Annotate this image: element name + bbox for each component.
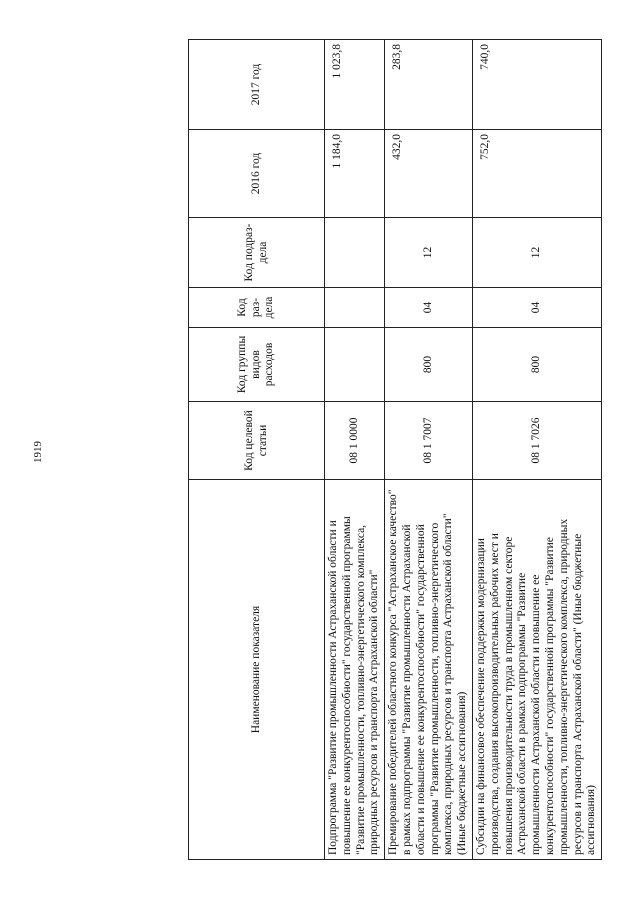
row-2016-value: 1 184,0: [325, 130, 385, 218]
row-2017-value: 740,0: [472, 40, 601, 130]
header-section-code: Код раз-дела: [189, 288, 325, 328]
header-expense-group-code: Код группы видов расходов: [189, 328, 325, 402]
row-2016-value: 432,0: [385, 130, 473, 218]
row-subsection-code: [325, 218, 385, 288]
header-target-code: Код целевой статьи: [189, 402, 325, 480]
budget-table: [188, 39, 602, 860]
header-year-2016: 2016 год: [189, 130, 325, 218]
row-section-code: 04: [472, 288, 601, 328]
row-2016-value: 752,0: [472, 130, 601, 218]
row-section-code: [325, 288, 385, 328]
rotated-table-container: [188, 40, 598, 860]
header-subsection-code: Код подраз-дела: [189, 218, 325, 288]
row-name: Субсидии на финансовое обеспечение поддержки модернизации производства, создания высокопроизводительных рабочих мест и повышения производительности труда в промышленном секторе Астраханской области в рамках подпрограммы "Развитие промышленности Астраханской области и повышение ее конкурентоспособности" государственной программы "Развитие промышленности, топливно-энергетического комплекса, природных ресурсов и транспорта Астраханской области" (Иные бюджетные ассигнования): [472, 480, 601, 860]
page-number: 1919: [32, 441, 44, 463]
row-section-code: 04: [385, 288, 473, 328]
header-name: Наименование показателя: [189, 480, 325, 860]
row-group-code: [325, 328, 385, 402]
row-2017-value: 283,8: [385, 40, 473, 130]
row-subsection-code: 12: [472, 218, 601, 288]
row-target-code: 08 1 7007: [385, 402, 473, 480]
row-name: Подпрограмма "Развитие промышленности Астраханской области и повышение ее конкурентоспособности" государственной программы "Развитие промышленности, топливно-энергетического комплекса, природных ресурсов и транспорта Астраханской области": [325, 480, 385, 860]
table-row: [385, 40, 473, 860]
header-row: [189, 40, 325, 860]
row-target-code: 08 1 7026: [472, 402, 601, 480]
row-name: Премирование победителей областного конкурса "Астраханское качество" в рамках подпрограммы "Развитие промышленности Астраханской области и повышение ее конкурентоспособности" государственной программы "Развитие промышленности, топливно-энергетического комплекса, природных ресурсов и транспорта Астраханской области" (Иные бюджетные ассигнования): [385, 480, 473, 860]
row-subsection-code: 12: [385, 218, 473, 288]
row-target-code: 08 1 0000: [325, 402, 385, 480]
row-group-code: 800: [472, 328, 601, 402]
header-year-2017: 2017 год: [189, 40, 325, 130]
row-2017-value: 1 023,8: [325, 40, 385, 130]
row-group-code: 800: [385, 328, 473, 402]
table-row: [325, 40, 385, 860]
table-row: [472, 40, 601, 860]
